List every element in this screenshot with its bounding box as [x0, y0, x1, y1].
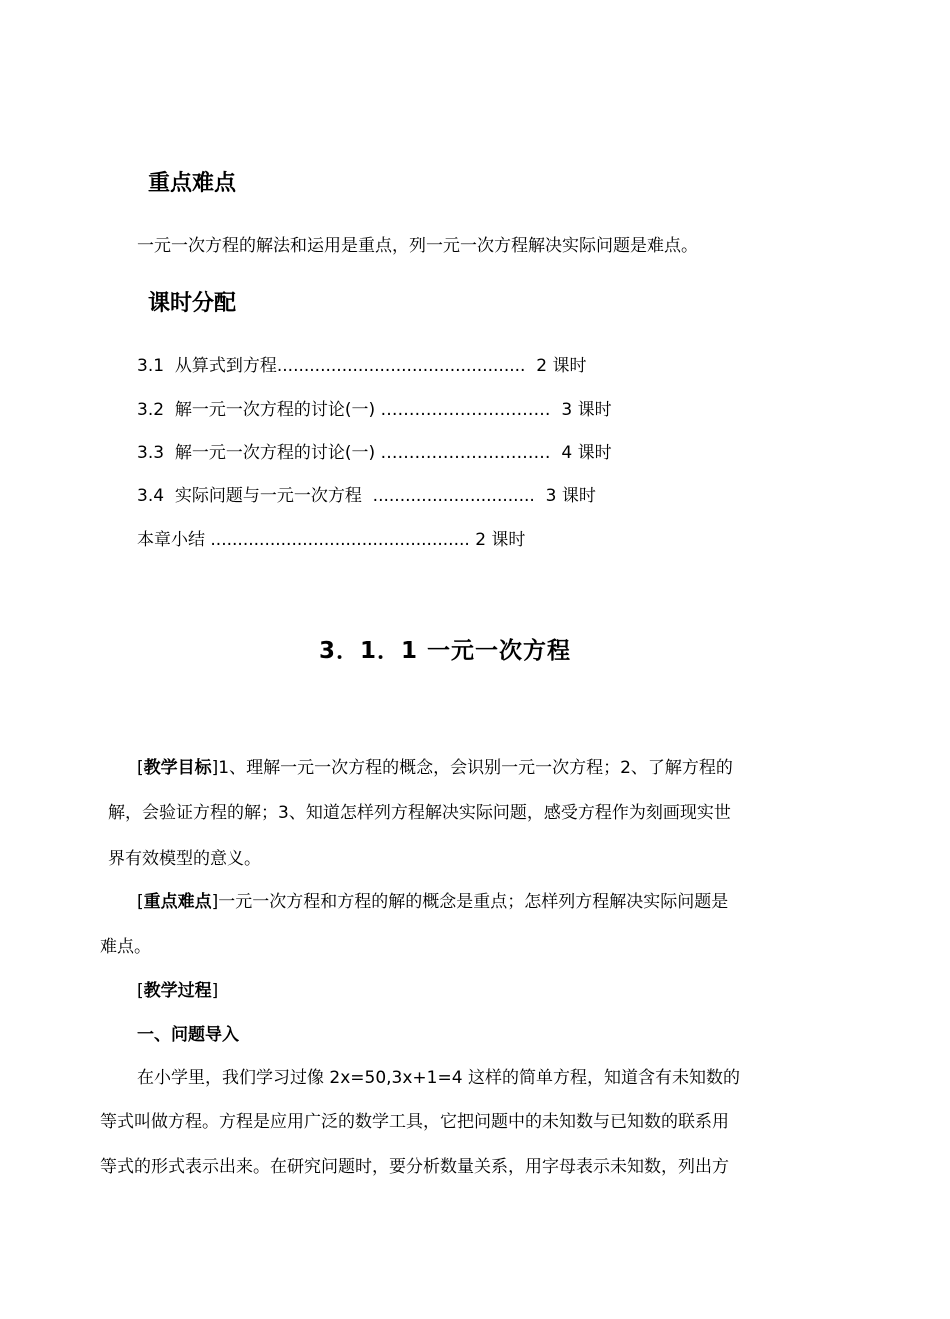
schedule-item-leader: ................................................	[210, 530, 470, 550]
goals-text: 1、理解一元一次方程的概念，会识别一元一次方程；2、了解方程的	[218, 758, 733, 778]
schedule-item-hours: 3 课时	[561, 400, 612, 420]
schedule-item-hours: 2 课时	[536, 356, 587, 376]
goals-line: 解，会验证方程的解；3、知道怎样列方程解决实际问题，感受方程作为刻画现实世	[108, 803, 731, 823]
schedule-item	[137, 351, 586, 376]
schedule-item	[137, 395, 612, 420]
keypoints-line: 难点。	[100, 937, 151, 957]
schedule-item-leader: ..............................................	[276, 356, 526, 376]
schedule-item-title: 解一元一次方程的讨论(一)	[174, 400, 376, 420]
key-points-text: 一元一次方程的解法和运用是重点，列一元一次方程解决实际问题是难点。	[137, 236, 698, 256]
section-heading-schedule: 课时分配	[148, 291, 237, 316]
schedule-item-hours: 4 课时	[561, 443, 612, 463]
schedule-item-title: 本章小结	[137, 530, 205, 550]
schedule-item-number: 3.2	[137, 400, 165, 420]
intro-line: 在小学里，我们学习过像 2x=50,3x+1=4 这样的简单方程，知道含有未知数的	[137, 1068, 740, 1088]
schedule-item-number: 3.1	[137, 356, 165, 376]
goals-line: [教学目标]1、理解一元一次方程的概念，会识别一元一次方程；2、了解方程的	[137, 758, 733, 778]
schedule-item-title: 从算式到方程	[174, 356, 277, 376]
schedule-item-hours: 3 课时	[545, 486, 596, 506]
schedule-item-leader: ..............................	[372, 486, 535, 506]
goals-line: 界有效模型的意义。	[108, 849, 261, 869]
section-heading-key-points: 重点难点	[148, 171, 237, 196]
schedule-item-number: 3.4	[137, 486, 165, 506]
schedule-item-number: 3.3	[137, 443, 165, 463]
schedule-item-title: 实际问题与一元一次方程	[174, 486, 362, 506]
schedule-item-leader: …………………………	[380, 443, 551, 463]
process-label: 教学过程	[143, 981, 212, 1001]
keypoints-line: [重点难点]一元一次方程和方程的解的概念是重点；怎样列方程解决实际问题是	[137, 892, 729, 912]
intro-line: 等式叫做方程。方程是应用广泛的数学工具，它把问题中的未知数与已知数的联系用	[100, 1112, 729, 1132]
process-heading: [教学过程]	[137, 981, 219, 1001]
schedule-item	[137, 525, 525, 550]
goals-label: 教学目标	[143, 758, 212, 778]
keypoints-label: 重点难点	[143, 892, 212, 912]
schedule-item-hours: 2 课时	[475, 530, 526, 550]
intro-line: 等式的形式表示出来。在研究问题时，要分析数量关系，用字母表示未知数，列出方	[100, 1157, 729, 1177]
schedule-item-title: 解一元一次方程的讨论(一)	[174, 443, 376, 463]
schedule-item	[137, 481, 596, 506]
part1-heading: 一、问题导入	[137, 1025, 239, 1045]
schedule-item-leader: …………………………	[380, 400, 551, 420]
schedule-item	[137, 438, 612, 463]
keypoints-text: 一元一次方程和方程的解的概念是重点；怎样列方程解决实际问题是	[218, 892, 729, 912]
lesson-title: 3．1．1 一元一次方程	[318, 638, 572, 664]
